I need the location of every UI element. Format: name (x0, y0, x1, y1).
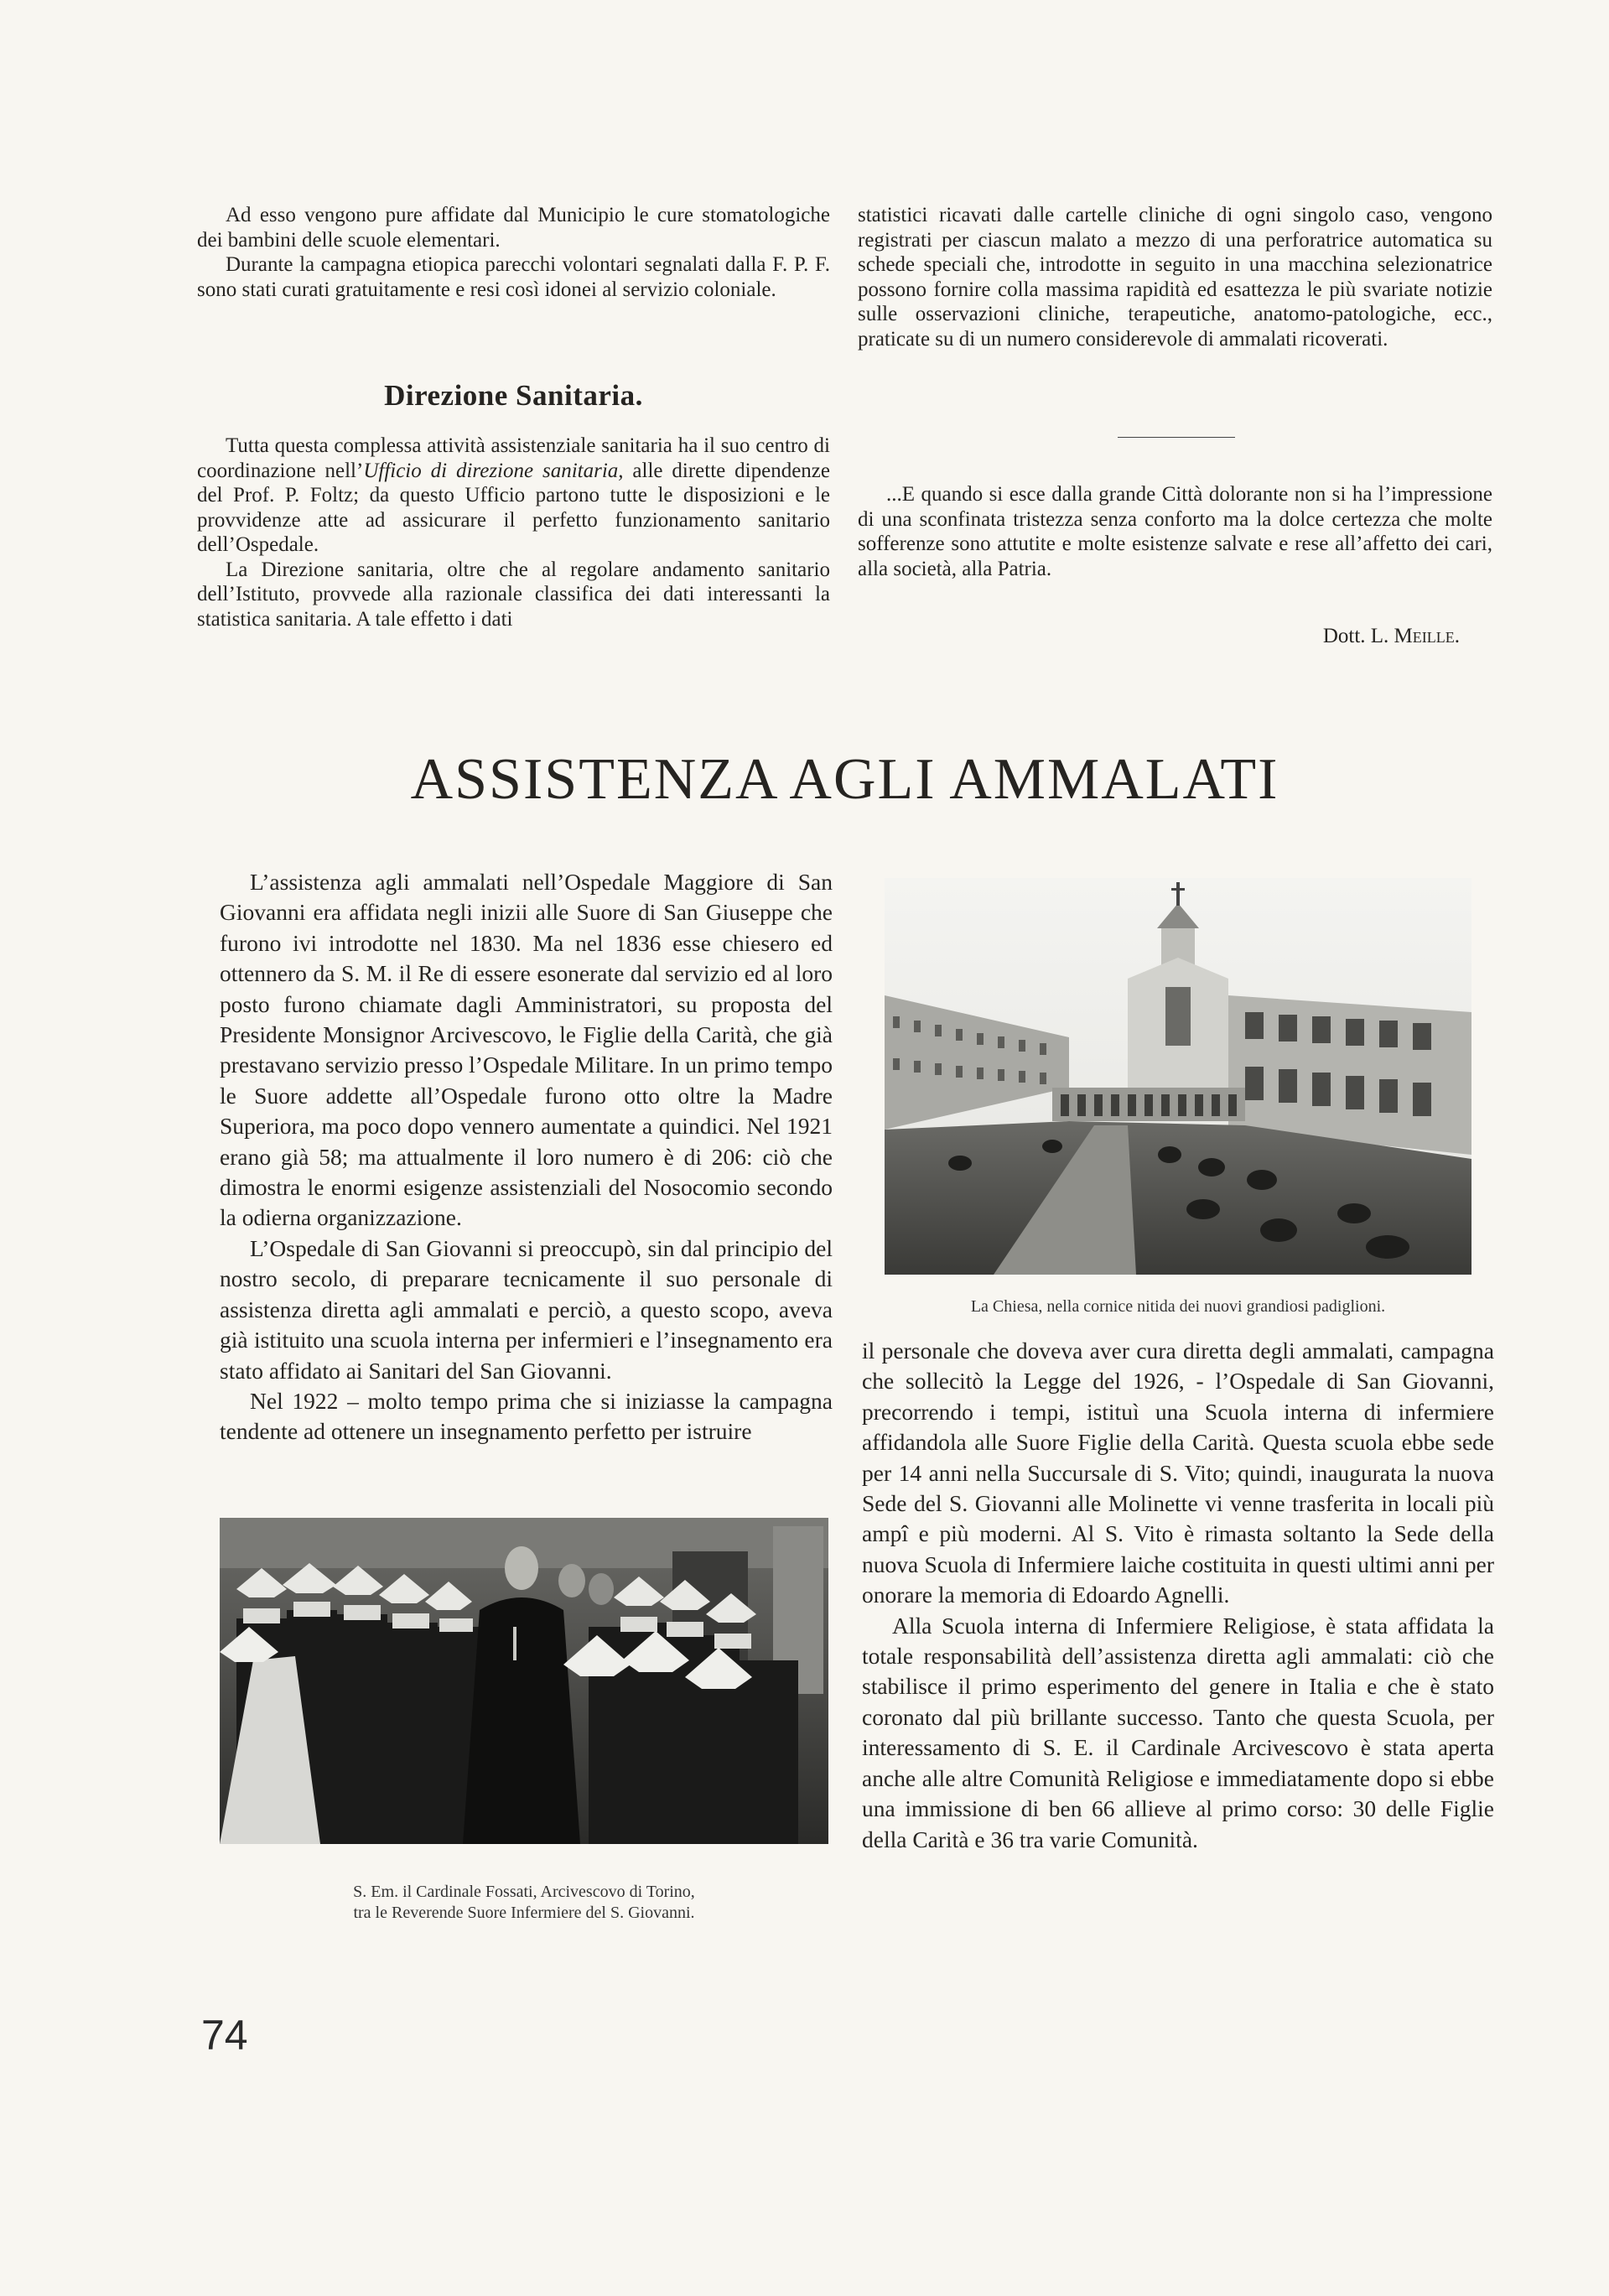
photo-cardinal-with-nuns (220, 1518, 828, 1844)
section-heading: Direzione Sanitaria. (384, 379, 643, 412)
top-left-column-continued (197, 434, 830, 631)
top-left-column (197, 203, 830, 302)
paragraph: il personale che doveva aver cura diretta degli ammalati, campagna che sollecitò la Legge del 1926, - l’Ospedale di San Giovanni, precorrendo i tempi, istituì una Scuola interna di infermiere affidandola alle Suore Figlie della Carità. Questa scuola ebbe sede per 14 anni nella Succursale di S. Vito; quindi, inaugurata la nuova Sede del S. Giovanni alle Molinette vi venne trasferita in locali più ampî e più moderni. Al S. Vito è rimasta soltanto la Sede della nuova Scuola di Infermiere laiche costituita in questi ultimi anni per onorare la memoria di Edoardo Agnelli. (862, 1338, 1494, 1608)
author-signature: Dott. L. Meille. (1322, 625, 1460, 647)
photo-church-courtyard-image (885, 878, 1471, 1275)
page-number: 74 (201, 2012, 248, 2059)
paragraph: Durante la campagna etiopica parecchi volontari segnalati dalla F. P. F. sono stati curati gratuitamente e resi così idonei al servizio coloniale. (197, 253, 830, 301)
paragraph: Nel 1922 – molto tempo prima che si iniziasse la campagna tendente ad ottenere un insegnamento perfetto per istruire (220, 1387, 833, 1445)
paragraph: L’Ospedale di San Giovanni si preoccupò, sin dal principio del nostro secolo, di preparare tecnicamente il suo personale di assistenza diretta agli ammalati e perciò, a questo scopo, aveva già istituito una scuola interna per infermieri e l’insegnamento era stato affidato ai Sanitari del San Giovanni. (220, 1234, 833, 1384)
photo-church-courtyard (885, 878, 1471, 1275)
top-right-column (858, 203, 1492, 351)
section-divider (1118, 437, 1235, 438)
bottom-right-column (862, 1336, 1494, 1855)
paragraph: Alla Scuola interna di Infermiere Religiose, è stata affidata la totale responsabilità dell’assistenza diretta agli ammalati: ciò che stabilisce il primo esperimento del genere in Italia e che è stato coronato dal più brillante successo. Tanto che questa Scuola, per interessamento di S. E. il Cardinale Arcivescovo è stata aperta anche alle altre Comunità Religiose e immediatamente dopo si ebbe una immissione di ben 66 allieve al primo corso: 30 delle Figlie della Carità e 36 tra varie Comunità. (862, 1612, 1494, 1852)
paragraph: L’assistenza agli ammalati nell’Ospedale Maggiore di San Giovanni era affidata negli inizii alle Suore di San Giuseppe che furono ivi introdotte nel 1830. Ma nel 1836 esse chiesero ed ottennero da S. M. il Re di essere esonerate dal servizio ed al loro posto furono chiamate dagli Amministratori, su proposta del Presidente Monsignor Arcivescovo, le Figlie della Carità, che già prestavano servizio presso l’Ospedale Militare. In un primo tempo le Suore addette all’Ospedale furono otto oltre la Madre Superiora, ma poco dopo vennero aumentate a quindici. Nel 1921 erano già 58; ma attualmente il loro numero è di 206: ciò che dimostra le enormi esigenze assistenziali del Nosocomio secondo la odierna organizzazione. (220, 869, 833, 1231)
paragraph: statistici ricavati dalle cartelle cliniche di ogni singolo caso, vengono registrati per ciascun malato a mezzo di una perforatrice automatica su schede speciali che, introdotte in seguito in una macchina selezionatrice possono fornire colla massima rapidità ed esattezza le più svariate notizie sulle osservazioni cliniche, terapeutiche, anatomo-patologiche, ecc., praticate su di un numero considerevole di ammalati ricoverati. (858, 204, 1492, 351)
photo-caption-cardinal: S. Em. il Cardinale Fossati, Arcivescovo di Torino, tra le Reverende Suore Infermiere del S. Giovanni. (353, 1883, 695, 1922)
italic-office-name: Ufficio di direzione sanitaria, (363, 459, 624, 482)
paragraph: Tutta questa complessa attività assistenziale sanitaria ha il suo centro di coordinazione nell’Ufficio di direzione sanitaria, alle dirette dipendenze del Prof. P. Foltz; da questo Ufficio partono tutte le disposizioni e le provvidenze atte ad assicurare il perfetto funzionamento sanitario dell’Ospedale. (197, 434, 830, 556)
paragraph: La Direzione sanitaria, oltre che al regolare andamento sanitario dell’Istituto, provvede alla razionale classifica dei dati interessanti la statistica sanitaria. A tale effetto i dati (197, 558, 830, 631)
photo-caption-church: La Chiesa, nella cornice nitida dei nuovi grandiosi padiglioni. (970, 1297, 1386, 1316)
paragraph: ...E quando si esce dalla grande Città dolorante non si ha l’impressione di una sconfinata tristezza senza conforto ma la dolce certezza che molte sofferenze sono attutite e molte esistenze salvate e rese all’affetto dei cari, alla società, alla Patria. (858, 483, 1492, 580)
bottom-left-column (220, 867, 833, 1447)
page-title: ASSISTENZA AGLI AMMALATI (410, 747, 1279, 812)
paragraph: Ad esso vengono pure affidate dal Municipio le cure stomatologiche dei bambini delle scuole elementari. (197, 204, 830, 252)
top-right-closing (858, 482, 1492, 581)
photo-cardinal-with-nuns-image (220, 1518, 828, 1844)
